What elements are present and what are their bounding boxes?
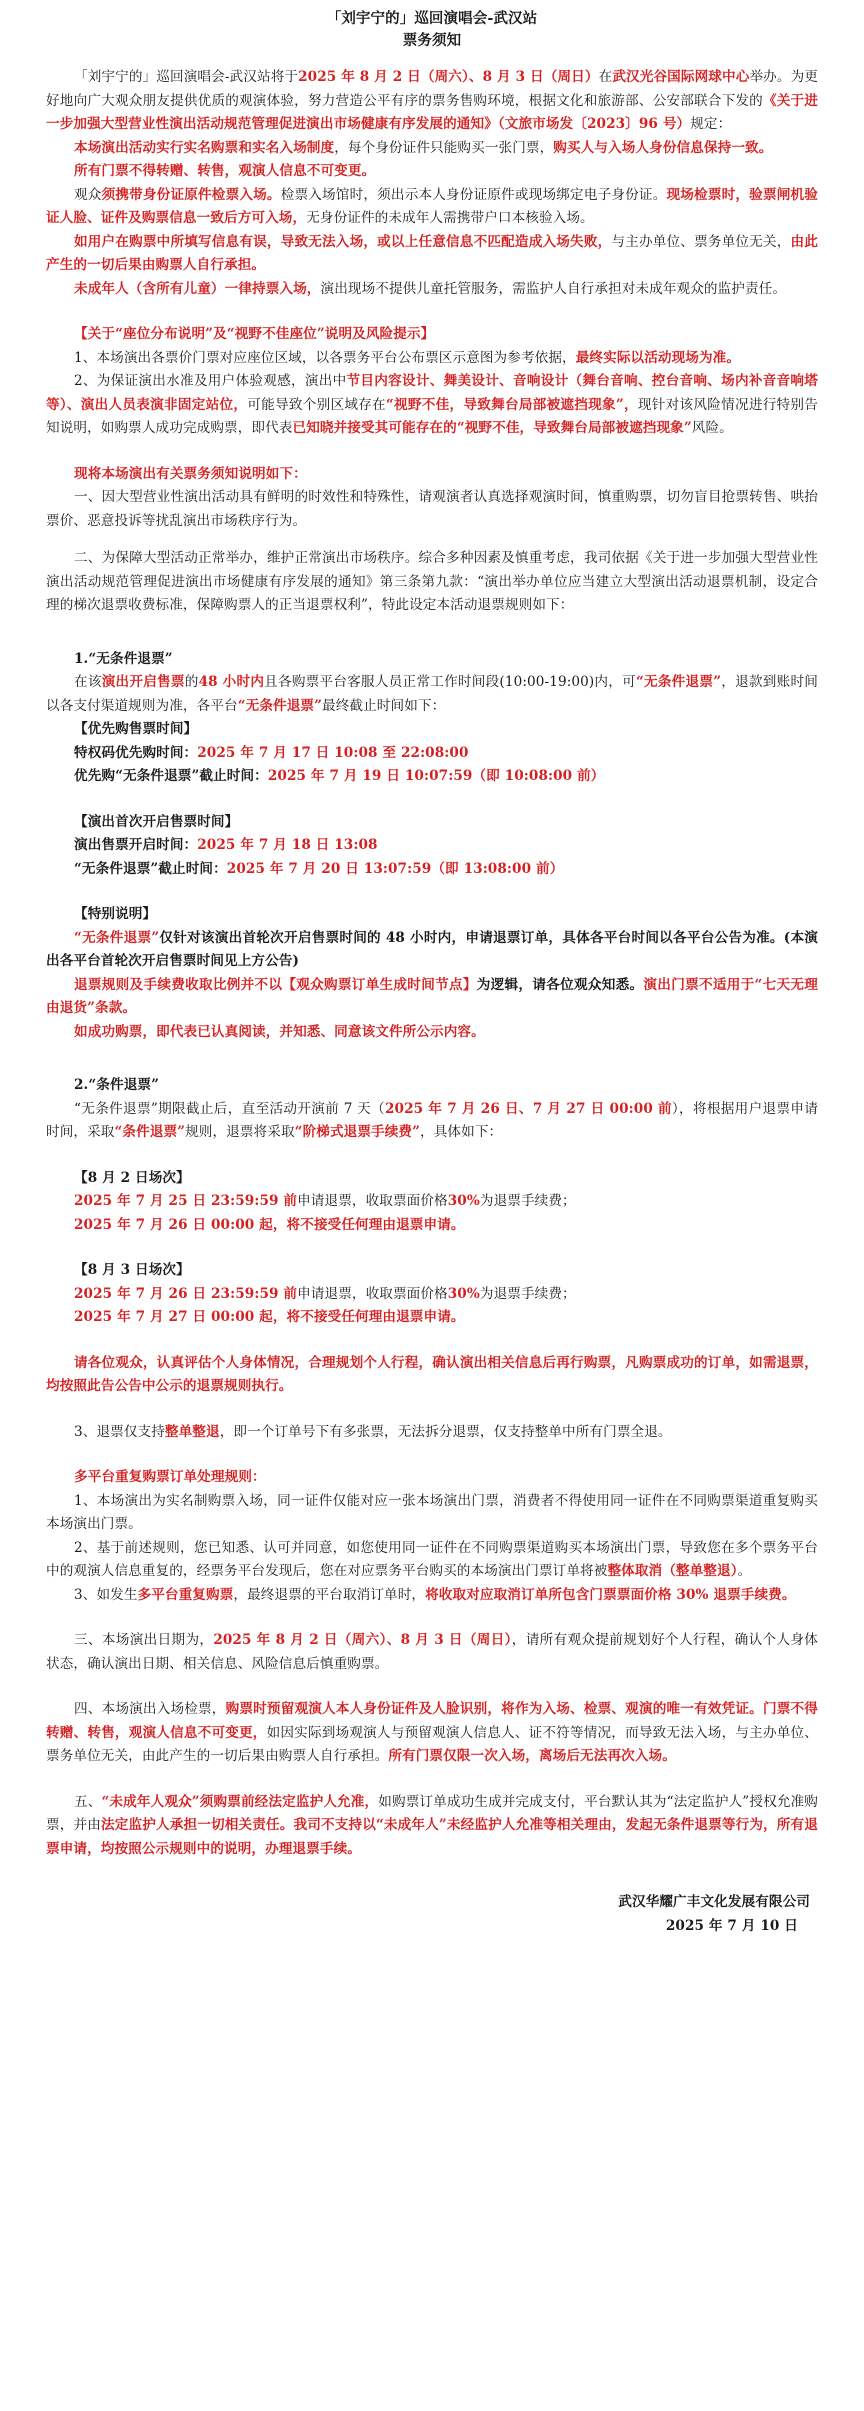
seating-text: 2、为保证演出水准及用户体验观感，演出中 xyxy=(74,373,347,389)
venue-name: 武汉光谷国际网球中心 xyxy=(612,69,750,85)
intro-text: 在 xyxy=(598,69,613,85)
obstructed-view-acceptance: 已知晓并接受其可能存在的“视野不佳，导致舞台局部被遮挡现象” xyxy=(292,420,692,436)
refund-text: 最终截止时间如下： xyxy=(322,697,446,714)
refund-notice: 请各位观众，认真评估个人身体情况，合理规划个人行程，确认演出相关信息后再行购票，凡购票成功的订单，如需退票，均按照此告公告中公示的退票规则执行。 xyxy=(46,1354,818,1394)
rules-heading: 现将本场演出有关票务须知说明如下： xyxy=(74,465,307,482)
document-subtitle: 票务须知 xyxy=(402,32,462,49)
first-sale-line xyxy=(46,834,818,858)
info-error-paragraph xyxy=(46,231,818,278)
duplicate-purchase-highlight: 多平台重复购票 xyxy=(137,1586,234,1603)
intro-text: ，每个身份证件只能购买一张门票， xyxy=(334,139,554,156)
unconditional-refund-heading: 1.“无条件退票” xyxy=(74,650,173,667)
minor-ticket-rule: 未成年人（含所有儿童）一律持票入场， xyxy=(74,280,321,297)
minor-paragraph xyxy=(46,278,818,302)
seating-final-rule: 最终实际以活动现场为准。 xyxy=(575,349,741,366)
section-text: ，请所有观众提前规划好个人行程，确认个人身体状态，确认演出日期、相关信息、风险信息后慎重购票。 xyxy=(46,1632,818,1672)
minor-consent-rule: “未成年人观众”须购票前经法定监护人允准， xyxy=(101,1793,379,1810)
section-five xyxy=(46,1791,818,1862)
seating-text: 风险。 xyxy=(691,420,733,436)
rule-two: 二、为保障大型活动正常举办，维护正常演出市场秩序。综合多种因素及慎重考虑，我司依据《关于进一步加强大型营业性演出活动规范管理促进演出市场健康有序发展的通知》第三条第九款：“演出举办单位应当建立大型演出活动退票机制，设定合理的梯次退票收费标准，保障购票人的正当退票权利”，特此设定本活动退票规则如下： xyxy=(46,550,818,613)
multi-text: 3、如发生 xyxy=(74,1586,138,1603)
seating-text: 可能导致个别区域存在 xyxy=(247,396,386,413)
conditional-deadline: 2025 年 7 月 26 日、7 月 27 日 00:00 前 xyxy=(384,1100,672,1117)
regulation-document: 《关于进一步加强大型营业性演出活动规范管理促进演出市场健康有序发展的通知》（文旅市场发〔2023〕96 号） xyxy=(46,92,818,132)
refund-text: 规则，退票将采取 xyxy=(185,1124,295,1140)
fee-text: 为退票手续费； xyxy=(479,1285,576,1302)
seating-paragraph-2 xyxy=(46,370,818,441)
intro-text: 观众 xyxy=(74,186,102,203)
acceptance-note: 如成功购票，即代表已认真阅读，并知悉、同意该文件所公示内容。 xyxy=(74,1023,485,1040)
special-note-rule xyxy=(46,974,818,1021)
section-text: 如因实际到场观演人与预留观演人信息人、证不符等情况，而导致无法入场，与主办单位、票务单位无关，由此产生的一切后果由购票人自行承担。 xyxy=(46,1724,819,1764)
multi-platform-rule-1: 1、本场演出为实名制购票入场，同一证件仅能对应一张本场演出门票，消费者不得使用同一证件在不同购票渠道重复购买本场演出门票。 xyxy=(46,1492,818,1532)
intro-text: 举办。为更好地向广大观众朋友提供优质的观演体验，努力营造公平有序的票务售购环境，根据文化和旅游部、公安部联合下发的 xyxy=(46,69,818,109)
refund-text: “无条件退票”期限截止后，直至活动开演前 7 天（ xyxy=(74,1100,385,1117)
refund-text: 且各购票平台客服人员正常工作时间段(10:00-19:00)内，可 xyxy=(264,674,636,690)
intro-text: 检票入场馆时，须出示本人身份证原件或现场绑定电子身份证。 xyxy=(280,186,667,203)
seating-text: 1、本场演出各票价门票对应座位区域，以各票务平台公布票区示意图为参考依据， xyxy=(74,349,576,366)
priority-sale-line xyxy=(46,742,818,766)
first-sale-time: 2025 年 7 月 18 日 13:08 xyxy=(197,837,378,853)
special-note-text: 为逻辑，请各位观众知悉。 xyxy=(476,976,644,993)
guardian-liability-rule: 法定监护人承担一切相关责任。我司不支持以“未成年人”未经监护人允准等相关理由，发起无条件退票等行为，所有退票申请，均按照公示规则中的说明，办理退票手续。 xyxy=(46,1817,819,1857)
aug2-deadline: 2025 年 7 月 25 日 23:59:59 前 xyxy=(74,1193,298,1209)
refund-highlight: “阶梯式退票手续费” xyxy=(294,1124,421,1140)
aug3-no-refund-line: 2025 年 7 月 27 日 00:00 起，将不接受任何理由退票申请。 xyxy=(74,1309,465,1325)
real-name-rule: 本场演出活动实行实名购票和实名入场制度 xyxy=(74,139,335,156)
intro-text: 「刘宇宁的」巡回演唱会-武汉站将于 xyxy=(74,69,299,85)
intro-text: 与主办单位、票务单位无关， xyxy=(611,233,791,250)
entry-credential-rule: 购票时预留观演人本人身份证件及人脸识别，将作为入场、检票、观演的唯一有效凭证。门票不得转赠、转售，观演人信息不可变更， xyxy=(46,1701,818,1741)
first-sale-label: 演出售票开启时间： xyxy=(74,837,198,853)
aug2-fee-line xyxy=(46,1190,818,1214)
whole-order-refund-rule xyxy=(46,1421,818,1445)
intro-text: 无身份证件的未成年人需携带户口本核验入场。 xyxy=(306,210,594,226)
refund-window: 48 小时内 xyxy=(198,674,265,690)
priority-sale-label: 特权码优先购时间： xyxy=(74,744,198,761)
rule-one: 一、因大型营业性演出活动具有鲜明的时效性和特殊性，请观演者认真选择观演时间，慎重购票，切勿盲目抢票转售、哄抬票价、恶意投诉等扰乱演出市场秩序行为。 xyxy=(46,489,818,529)
liability-rule: 由此产生的一切后果由购票人自行承担。 xyxy=(46,233,819,273)
identity-match-rule: 购买人与入场人身份信息保持一致。 xyxy=(553,139,773,156)
intro-text: 演出现场不提供儿童托管服务，需监护人自行承担对未成年观众的监护责任。 xyxy=(320,280,787,297)
refund-text: 的 xyxy=(184,674,199,690)
multi-text: 。 xyxy=(737,1563,752,1579)
aug3-deadline: 2025 年 7 月 26 日 23:59:59 前 xyxy=(74,1285,298,1302)
priority-sale-heading: 【优先购售票时间】 xyxy=(74,721,198,737)
section-text: 五、 xyxy=(74,1793,102,1810)
intro-text: 规定： xyxy=(690,116,732,132)
seating-paragraph-1 xyxy=(46,347,818,371)
issue-date: 2025 年 7 月 10 日 xyxy=(665,1917,798,1934)
fee-logic-note: 退票规则及手续费收取比例并不以【观众购票订单生成时间节点】 xyxy=(74,976,477,993)
document-title: 「刘宇宁的」巡回演唱会-武汉站 xyxy=(326,10,538,27)
section-four xyxy=(46,1698,818,1769)
fee-text: 申请退票，收取票面价格 xyxy=(297,1193,448,1209)
aug3-fee-line xyxy=(46,1283,818,1307)
refund-text: ，即一个订单号下有多张票，无法拆分退票，仅支持整单中所有门票全退。 xyxy=(219,1423,672,1440)
priority-refund-label: 优先购“无条件退票”截止时间： xyxy=(74,768,268,784)
fee-text: 为退票手续费； xyxy=(479,1193,576,1209)
first-sale-heading: 【演出首次开启售票时间】 xyxy=(74,813,239,830)
fee-text: 申请退票，收取票面价格 xyxy=(297,1285,448,1302)
refund-highlight: 演出开启售票 xyxy=(101,674,185,690)
multi-platform-rule-2 xyxy=(46,1537,818,1584)
conditional-refund-paragraph xyxy=(46,1098,818,1145)
refund-highlight: “无条件退票” xyxy=(237,697,323,714)
seating-text: 如购票人成功完成购票，即代表 xyxy=(100,420,293,436)
first-refund-line xyxy=(46,858,818,882)
refund-highlight: “无条件退票” xyxy=(635,674,722,690)
stage-design-note: 节目内容设计、舞美设计、音响设计（舞台音响、控台音响、场内补音音响塔等）、演出人员表演非固定站位， xyxy=(46,373,818,413)
info-error-rule: 如用户在购票中所填写信息有误，导致无法入场，或以上任意信息不匹配造成入场失败， xyxy=(74,233,612,250)
fee-percent: 30% xyxy=(447,1285,480,1302)
show-dates: 2025 年 8 月 2 日（周六）、8 月 3 日（周日） xyxy=(298,69,599,85)
first-refund-label: “无条件退票”截止时间： xyxy=(74,860,227,877)
face-verification-rule: 现场检票时，验票闸机验证人脸、证件及购票信息一致后方可入场， xyxy=(46,186,818,226)
fee-percent: 30% xyxy=(447,1193,480,1209)
no-transfer-rule: 所有门票不得转赠、转售，观演人信息不可变更。 xyxy=(74,163,376,179)
priority-refund-line xyxy=(46,765,818,789)
seating-heading: 【关于“座位分布说明”及“视野不佳座位”说明及风险提示】 xyxy=(74,326,435,342)
single-entry-rule: 所有门票仅限一次入场，离场后无法再次入场。 xyxy=(388,1748,676,1764)
section-text: 三、本场演出日期为， xyxy=(74,1632,214,1648)
multi-text: ，最终退票的平台取消订单时， xyxy=(233,1586,426,1603)
special-note-text: 仅针对该演出首轮次开启售票时间的 48 小时内，申请退票订单，具体各平台时间以各平台公告为准。(本演出各平台首轮次开启售票时间见上方公告) xyxy=(46,929,818,969)
priority-refund-deadline: 2025 年 7 月 19 日 10:07:59（即 10:08:00 前） xyxy=(267,768,605,784)
aug2-heading: 【8 月 2 日场次】 xyxy=(74,1169,190,1186)
aug2-no-refund-line: 2025 年 7 月 26 日 00:00 起，将不接受任何理由退票申请。 xyxy=(74,1216,465,1233)
refund-text: ，退款到账时间以各支付渠道规则为准，各平台 xyxy=(46,674,818,714)
section-three xyxy=(46,1629,818,1676)
seating-text: 现针对该风险情况进行特别告知说明， xyxy=(46,396,818,436)
refund-text: ，具体如下： xyxy=(420,1124,503,1140)
special-note-paragraph xyxy=(46,927,818,974)
aug3-heading: 【8 月 3 日场次】 xyxy=(74,1262,190,1278)
show-dates: 2025 年 8 月 2 日（周六）、8 月 3 日（周日） xyxy=(213,1632,512,1648)
id-required-rule: 须携带身份证原件检票入场。 xyxy=(101,186,281,203)
intro-paragraph xyxy=(46,66,818,137)
id-check-paragraph xyxy=(46,184,818,231)
multi-platform-rule-3 xyxy=(46,1584,818,1608)
section-text: 四、本场演出入场检票， xyxy=(74,1701,226,1717)
priority-sale-time: 2025 年 7 月 17 日 10:08 至 22:08:00 xyxy=(197,744,469,761)
issuer-company: 武汉华耀广丰文化发展有限公司 xyxy=(618,1894,810,1910)
refund-text: 在该 xyxy=(74,674,102,690)
unconditional-refund-paragraph xyxy=(46,671,818,718)
refund-highlight: “条件退票” xyxy=(114,1124,186,1140)
conditional-refund-heading: 2.“条件退票” xyxy=(74,1077,160,1093)
special-note-heading: 【特别说明】 xyxy=(74,906,157,922)
order-cancel-highlight: 整体取消（整单整退） xyxy=(607,1563,738,1579)
first-refund-deadline: 2025 年 7 月 20 日 13:07:59（即 13:08:00 前） xyxy=(226,860,564,877)
refund-text: 3、退票仅支持 xyxy=(74,1423,165,1440)
duplicate-fee-highlight: 将收取对应取消订单所包含门票票面价格 30% 退票手续费。 xyxy=(425,1586,796,1603)
multi-platform-heading: 多平台重复购票订单处理规则： xyxy=(74,1469,266,1485)
obstructed-view-note: “视野不佳，导致舞台局部被遮挡现象”， xyxy=(385,396,638,413)
refund-highlight: “无条件退票” xyxy=(74,929,160,946)
whole-order-highlight: 整单整退 xyxy=(164,1423,220,1440)
section-text: 如购票订单成功生成并完成支付，平台默认其为“法定监护人”授权允准购票，并由 xyxy=(46,1793,818,1833)
multi-text: 2、基于前述规则，您已知悉、认可并同意，如您使用同一证件在不同购票渠道购买本场演出门票，导致您在多个票务平台中的观演人信息重复的，经票务平台发现后，您在对应票务平台购买的本场演出门票订单将被 xyxy=(46,1539,818,1579)
refund-text: ），将根据用户退票申请时间，采取 xyxy=(46,1100,818,1140)
real-name-paragraph xyxy=(46,137,818,161)
no-seven-day-return: 演出门票不适用于“七天无理由退货”条款。 xyxy=(46,976,818,1016)
